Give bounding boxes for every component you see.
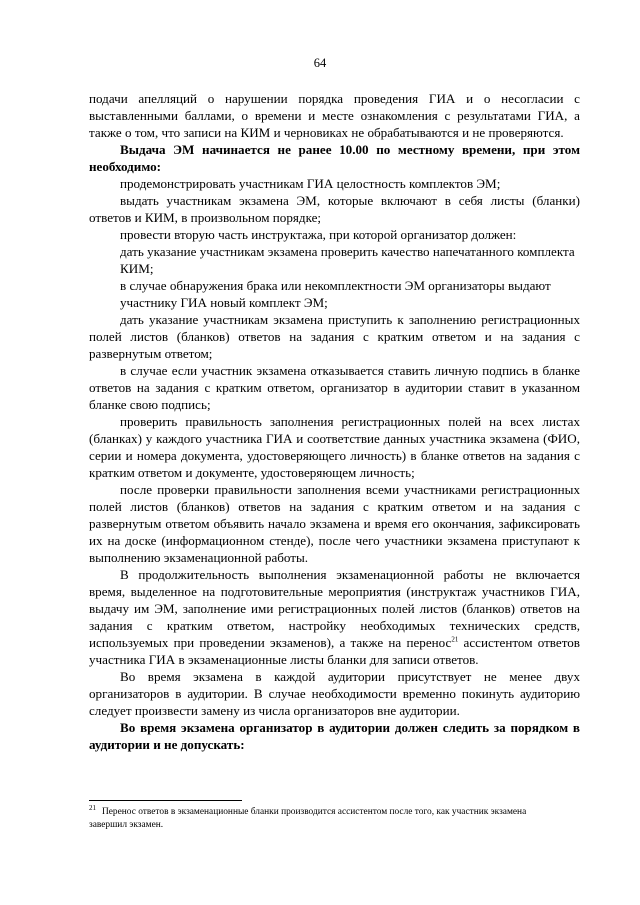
footnote-line: завершил экзамен.: [89, 820, 164, 830]
paragraph: в случае обнаружения брака или некомплектности ЭМ организаторы выдают: [120, 278, 551, 293]
paragraph: проверить правильность заполнения регистрационных полей на всех листах (бланках) у каждого участника ГИА и соответствие данных участника экзамена (ФИО, серии и номера документа, удостоверяющего личность) в бланке ответов на задания с кратким ответом и документе, удостоверяющем личность;: [89, 414, 580, 480]
paragraph-text: В продолжительность выполнения экзаменационной работы не включается время, выделенное на подготовительные мероприятия (инструктаж участников ГИА, выдачу им ЭМ, заполнение ими регистрационных полей листов (бланков) ответов на задания с кратким ответом, настройку необходимых технических средств, используемых при проведении экзаменов), а также на перенос: [89, 567, 580, 650]
paragraph: выдать участникам экзамена ЭМ, которые включают в себя листы (бланки) ответов и КИМ, в произвольном порядке;: [89, 193, 580, 225]
paragraph: в случае если участник экзамена отказывается ставить личную подпись в бланке ответов на задания с кратким ответом, организатор в аудитории ставит в указанном бланке свою подпись;: [89, 363, 580, 412]
page-number: 64: [313, 56, 327, 70]
paragraph-bold: Во время экзамена организатор в аудитории должен следить за порядком в аудитории и не допускать:: [89, 720, 580, 752]
paragraph: Во время экзамена в каждой аудитории присутствует не менее двух организаторов в аудитории. В случае необходимости временно покинуть аудиторию следует произвести замену из числа организаторов вне аудитории.: [89, 669, 580, 718]
paragraph: после проверки правильности заполнения всеми участниками регистрационных полей листов (бланков) ответов на задания с кратким ответом и на задания с развернутым ответом объявить начало экзамена и время его окончания, зафиксировать их на доске (информационном стенде), после чего участники экзамена приступают к выполнению экзаменационной работы.: [89, 482, 580, 565]
paragraph: продемонстрировать участникам ГИА целостность комплектов ЭМ;: [120, 176, 501, 191]
footnote-line: [89, 803, 580, 819]
paragraph: КИМ;: [120, 261, 154, 276]
paragraph: дать указание участникам экзамена проверить качество напечатанного комплекта: [120, 244, 575, 259]
footnote-separator: [89, 800, 242, 801]
paragraph-bold: Выдача ЭМ начинается не ранее 10.00 по местному времени, при этом необходимо:: [89, 142, 580, 174]
footnote-text: Перенос ответов в экзаменационные бланки производится ассистентом после того, как участник экзамена: [102, 807, 527, 817]
paragraph: участнику ГИА новый комплект ЭМ;: [120, 295, 328, 310]
paragraph: [89, 566, 580, 668]
paragraph: подачи апелляций о нарушении порядка проведения ГИА и о несогласии с выставленными баллами, о времени и месте ознакомления с результатами ГИА, а также о том, что записи на КИМ и черновиках не обрабатываются и не проверяются.: [89, 91, 580, 140]
footnote-reference: 21: [451, 635, 459, 644]
paragraph: провести вторую часть инструктажа, при которой организатор должен:: [120, 227, 517, 242]
document-body: [89, 90, 580, 753]
footnote: [89, 803, 580, 832]
paragraph: дать указание участникам экзамена приступить к заполнению регистрационных полей листов (бланков) ответов на задания с кратким ответом и на задания с развернутым ответом;: [89, 312, 580, 361]
footnote-mark: 21: [89, 803, 96, 812]
paragraph-text: ассистентом ответов участника ГИА в экзаменационные листы бланки для записи ответов.: [89, 635, 580, 667]
